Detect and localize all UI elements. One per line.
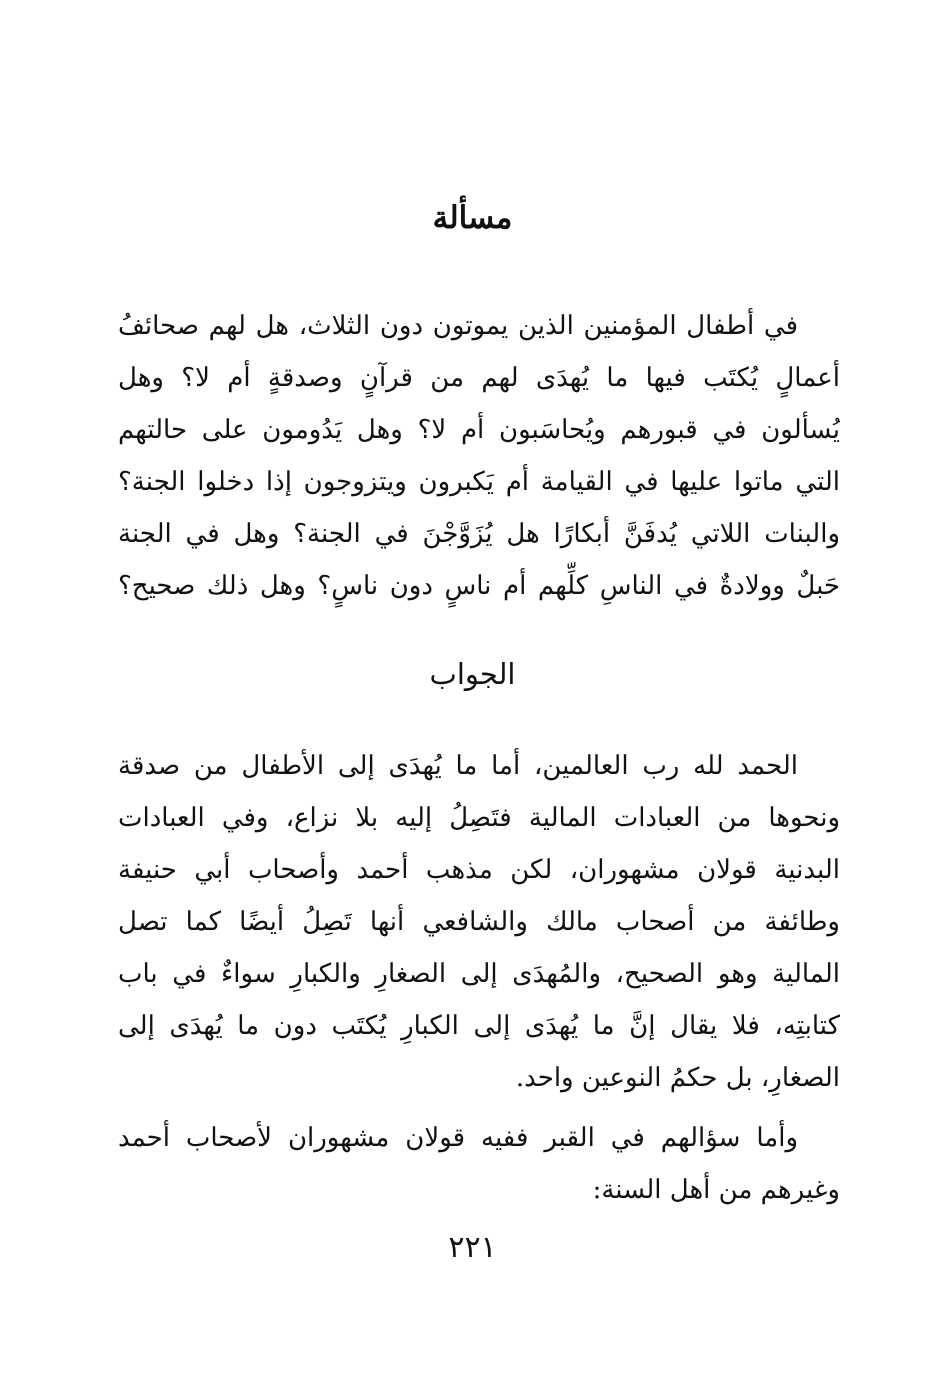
answer-paragraph <box>118 740 840 1104</box>
question-line: في أطفال المؤمنين الذين يموتون دون الثلاث، هل لهم صحائفُ <box>118 311 798 341</box>
answer-line: وغيرهم من أهل السنة: <box>592 1175 840 1205</box>
answer-line: وأما سؤالهم في القبر ففيه قولان مشهوران لأصحاب أحمد <box>118 1123 798 1153</box>
answer-line: وطائفة من أصحاب مالك والشافعي أنها تَصِلُ أيضًا كما تصل <box>118 907 840 937</box>
answer-line: الصغارِ، بل حكمُ النوعين واحد. <box>515 1063 840 1093</box>
answer-heading: الجواب <box>429 657 516 691</box>
answer-line: المالية وهو الصحيح، والمُهدَى إلى الصغارِ والكبارِ سواءٌ في باب <box>118 959 840 989</box>
question-line: حَبلٌ وولادةٌ في الناسِ كلِّهم أم ناسٍ دون ناسٍ؟ وهل ذلك صحيح؟ <box>118 571 840 601</box>
answer-line: كتابتِه، فلا يقال إنَّ ما يُهدَى إلى الكبارِ يُكتَب دون ما يُهدَى إلى <box>118 1011 840 1041</box>
question-line: التي ماتوا عليها في القيامة أم يَكبرون ويتزوجون إذا دخلوا الجنة؟ <box>118 467 840 497</box>
question-paragraph <box>118 300 840 612</box>
answer-line: ونحوها من العبادات المالية فتَصِلُ إليه بلا نزاع، وفي العبادات <box>118 803 840 833</box>
page-number: ٢٢١ <box>448 1230 497 1265</box>
question-line: والبنات اللاتي يُدفَنَّ أبكارًا هل يُزَوَّجْنَ في الجنة؟ وهل في الجنة <box>118 519 840 549</box>
question-heading: مسألة <box>432 200 513 236</box>
question-line: يُسألون في قبورهم ويُحاسَبون أم لا؟ وهل يَدُومون على حالتهم <box>118 415 840 445</box>
question-line: أعمالٍ يُكتَب فيها ما يُهدَى لهم من قرآنٍ وصدقةٍ أم لا؟ وهل <box>118 363 840 393</box>
answer-line: البدنية قولان مشهوران، لكن مذهب أحمد وأصحاب أبي حنيفة <box>118 855 840 885</box>
answer-line: الحمد لله رب العالمين، أما ما يُهدَى إلى الأطفال من صدقة <box>118 751 798 781</box>
answer-paragraph <box>118 1112 840 1216</box>
